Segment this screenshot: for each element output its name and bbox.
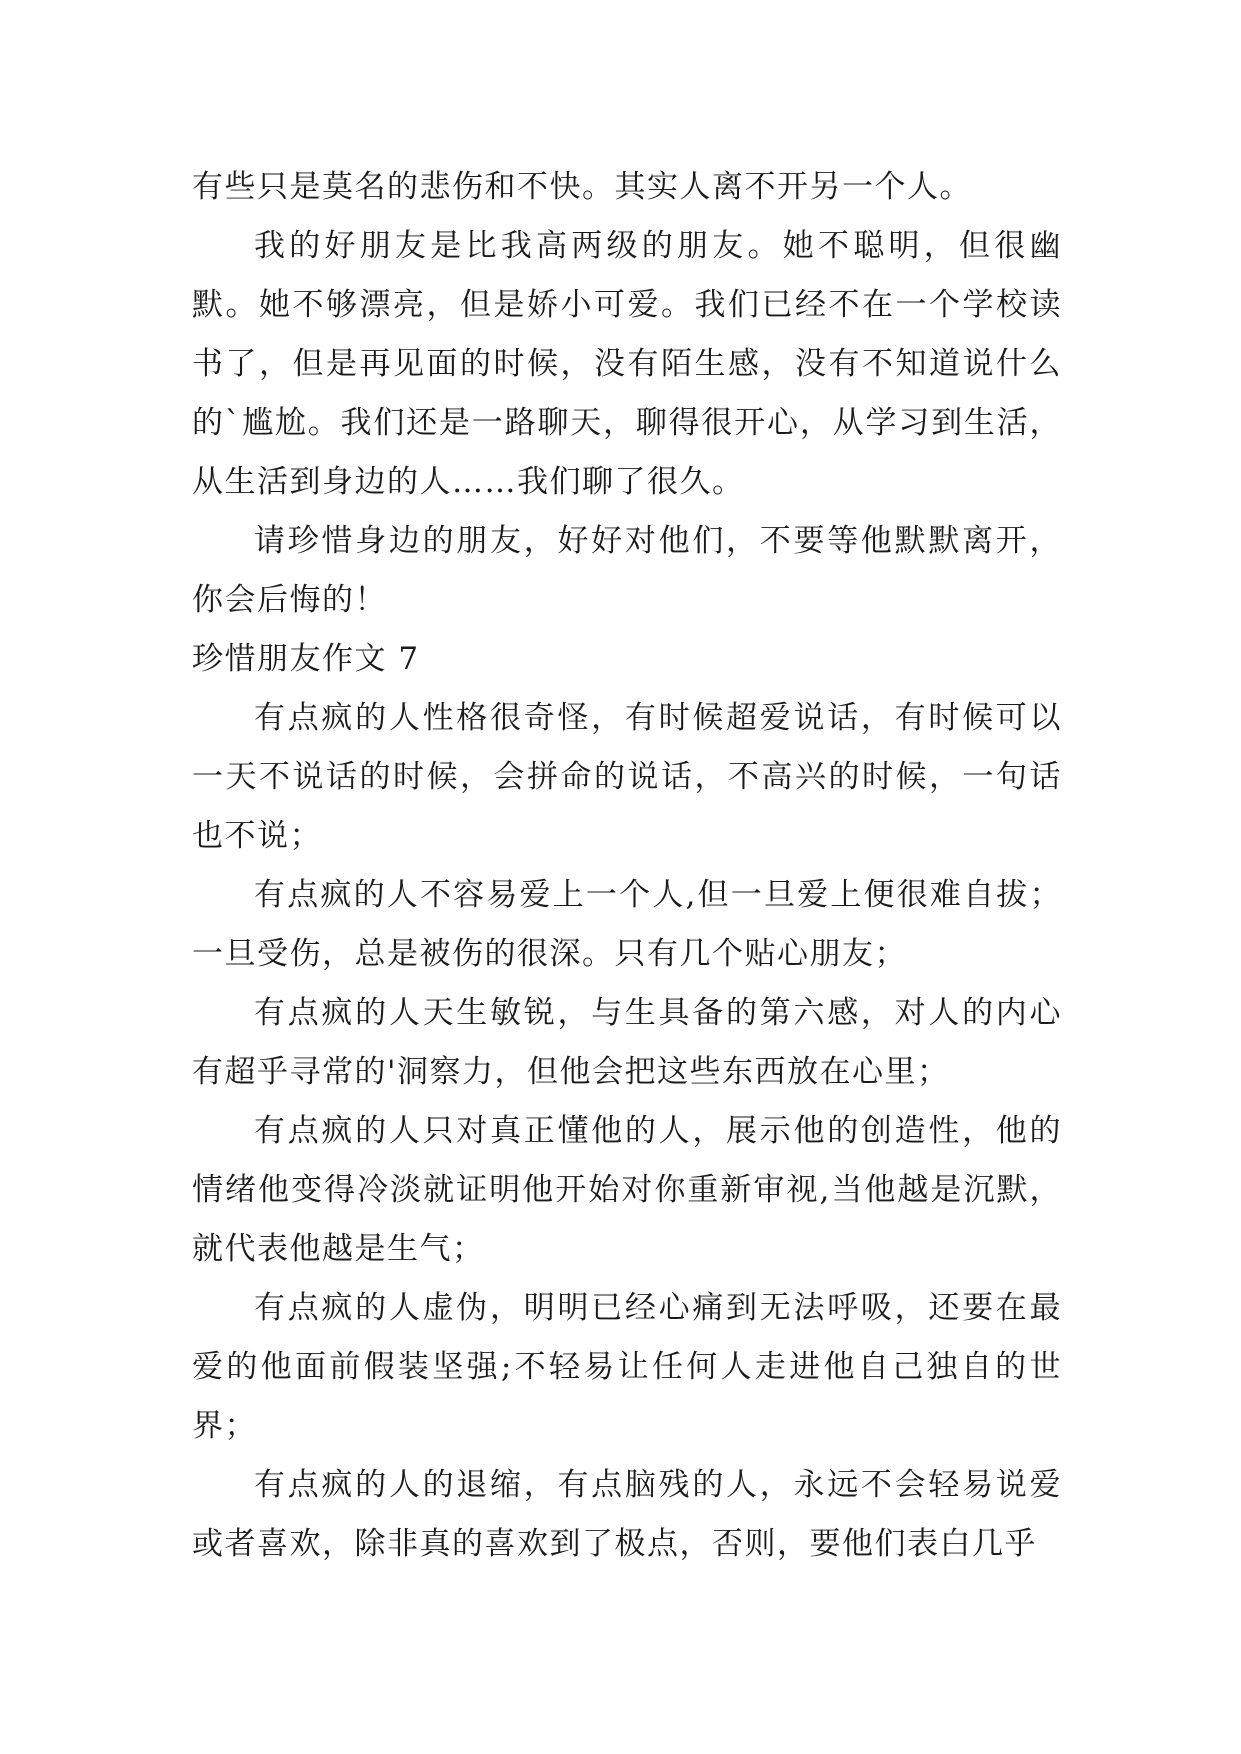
paragraph-pretend-strong: 有点疯的人虚伪，明明已经心痛到无法呼吸，还要在最爱的他面前假装坚强;不轻易让任何人走进他自己独自的世界；: [192, 1290, 1062, 1444]
paragraph-creativity: 有点疯的人只对真正懂他的人，展示他的创造性，他的情绪他变得冷淡就证明他开始对你重新审视,当他越是沉默，就代表他越是生气；: [192, 1113, 1062, 1267]
paragraph-good-friend: 我的好朋友是比我高两级的朋友。她不聪明，但很幽默。她不够漂亮，但是娇小可爱。我们已经不在一个学校读书了，但是再见面的时候，没有陌生感，没有不知道说什么的`尴尬。我们还是一路聊天，聊得很开心，从学习到生活，从生活到身边的人……我们聊了很久。: [192, 228, 1062, 500]
section-heading: 珍惜朋友作文 7: [192, 641, 420, 677]
paragraph-sixth-sense: 有点疯的人天生敏锐，与生具备的第六感，对人的内心有超乎寻常的'洞察力，但他会把这些东西放在心里；: [192, 995, 1062, 1090]
paragraph-love: 有点疯的人不容易爱上一个人,但一旦爱上便很难自拔；一旦受伤，总是被伤的很深。只有几个贴心朋友；: [192, 877, 1062, 972]
paragraph-continuation: 有些只是莫名的悲伤和不快。其实人离不开另一个人。: [192, 169, 972, 205]
document-body: [192, 158, 1062, 1574]
paragraph-cherish-friends: 请珍惜身边的朋友，好好对他们，不要等他默默离开，你会后悔的！: [192, 523, 1062, 618]
paragraph-withdraw: 有点疯的人的退缩，有点脑残的人，永远不会轻易说爱或者喜欢，除非真的喜欢到了极点，否则，要他们表白几乎: [192, 1467, 1062, 1562]
paragraph-personality: 有点疯的人性格很奇怪，有时候超爱说话，有时候可以一天不说话的时候，会拼命的说话，不高兴的时候，一句话也不说；: [192, 700, 1062, 854]
